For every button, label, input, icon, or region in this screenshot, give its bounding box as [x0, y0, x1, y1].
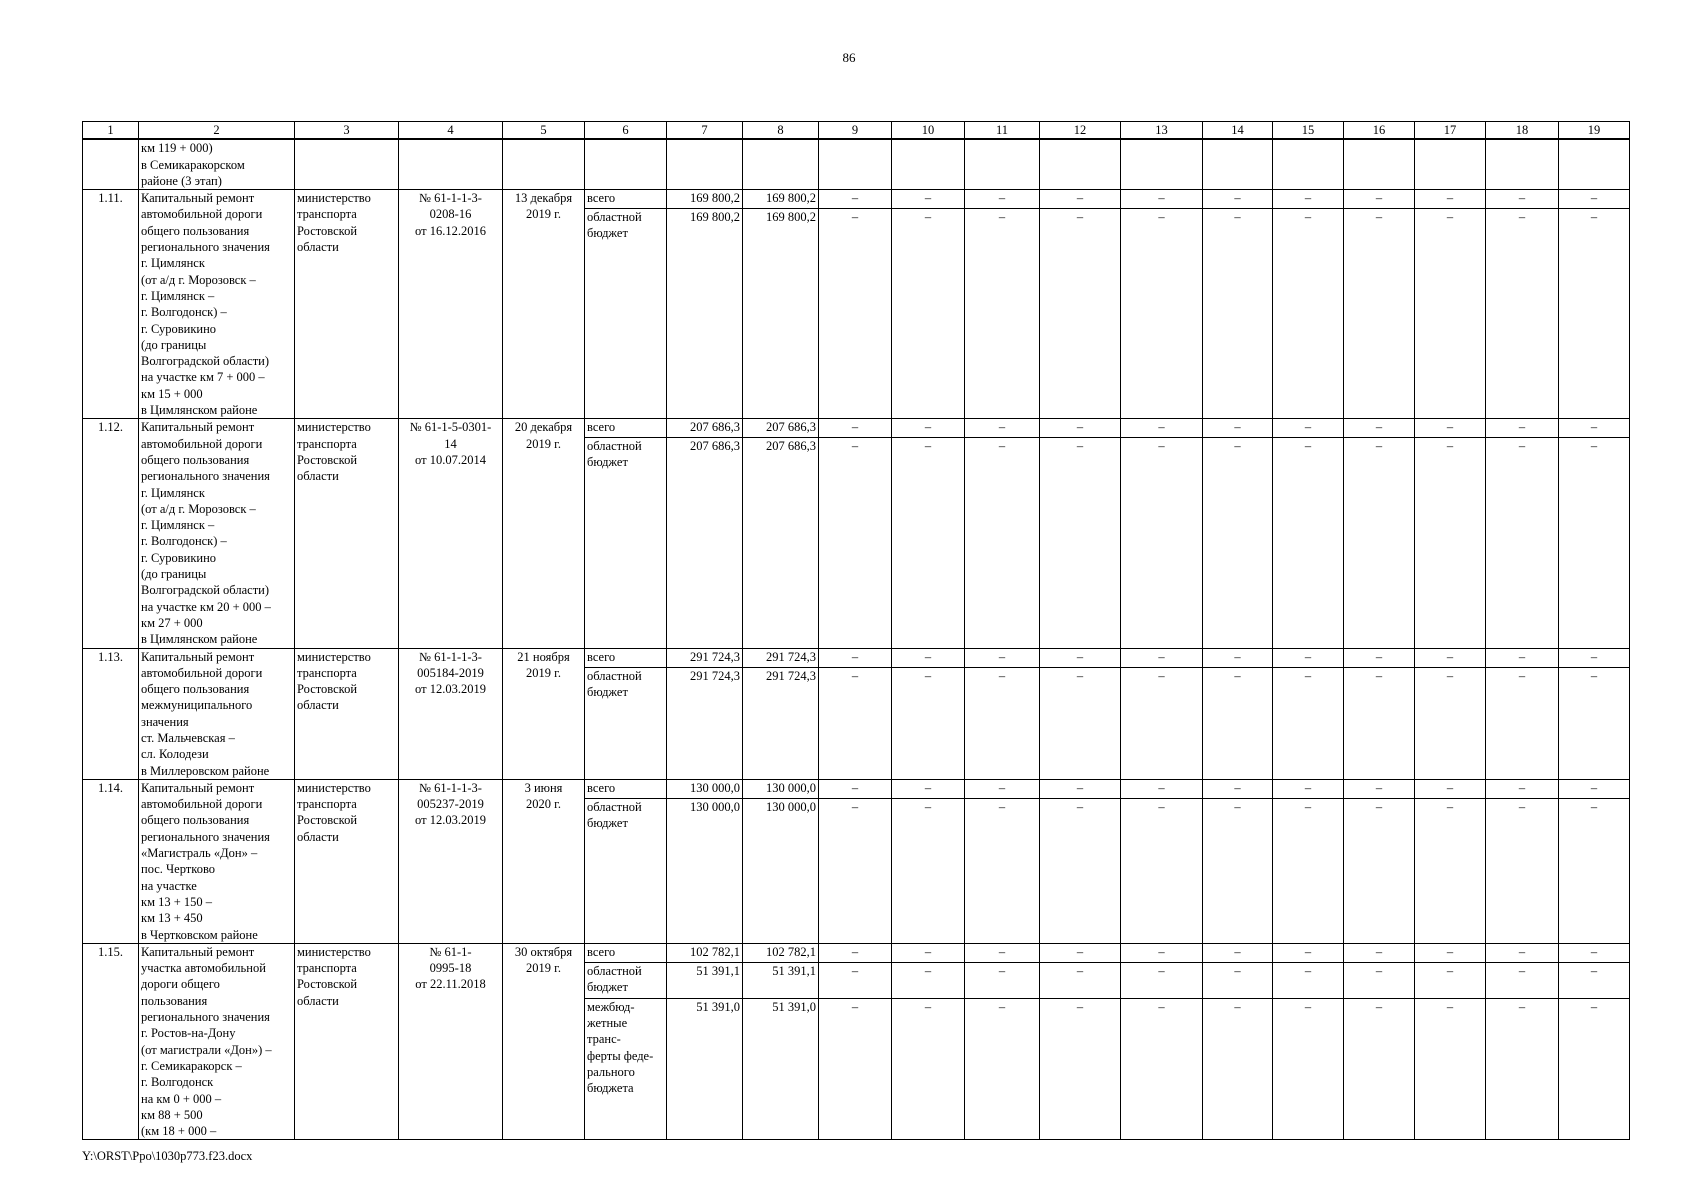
amount-year-cell: 169 800,2 — [743, 190, 819, 209]
file-path: Y:\ORST\Ppo\1030p773.f23.docx — [82, 1149, 253, 1163]
column-number: 8 — [743, 122, 819, 140]
table-row — [83, 190, 1630, 209]
dash-cell: – — [1040, 419, 1121, 438]
dash-cell: – — [1486, 779, 1559, 798]
dash-cell: – — [1273, 798, 1344, 943]
dash-cell: – — [1344, 798, 1415, 943]
column-number: 3 — [295, 122, 399, 140]
empty-cell — [1040, 139, 1121, 189]
funding-source-cell: областной бюджет — [585, 668, 667, 780]
dash-cell: – — [1486, 208, 1559, 419]
dash-cell: – — [1040, 190, 1121, 209]
dash-cell: – — [892, 208, 965, 419]
table-row — [83, 779, 1630, 798]
amount-total-cell: 169 800,2 — [667, 208, 743, 419]
dash-cell: – — [1344, 419, 1415, 438]
column-number: 2 — [139, 122, 295, 140]
amount-total-cell: 130 000,0 — [667, 798, 743, 943]
dash-cell: – — [1040, 962, 1121, 998]
dash-cell: – — [965, 798, 1040, 943]
dash-cell: – — [1486, 190, 1559, 209]
document-cell: № 61-1-1-3- 0208-16 от 16.12.2016 — [399, 190, 503, 419]
dash-cell: – — [1415, 668, 1486, 780]
dash-cell: – — [1415, 648, 1486, 668]
dash-cell: – — [1203, 648, 1273, 668]
dash-cell: – — [965, 190, 1040, 209]
object-name-cell: Капитальный ремонт автомобильной дороги общего пользования регионального значения г. Цимлянск (от а/д г. Морозовск – г. Цимлянск – г. Волгодонск) – г. Суровикино (до границы Волгоградской области) на участке км 20 + 000 – км 27 + 000 в Цимлянском районе — [139, 419, 295, 648]
dash-cell: – — [1486, 648, 1559, 668]
funding-source-cell: областной бюджет — [585, 438, 667, 649]
dash-cell: – — [1486, 668, 1559, 780]
dash-cell: – — [1344, 438, 1415, 649]
amount-year-cell: 291 724,3 — [743, 648, 819, 668]
dash-cell: – — [1559, 779, 1630, 798]
column-number: 9 — [819, 122, 892, 140]
page-number: 86 — [842, 50, 856, 65]
empty-cell — [295, 139, 399, 189]
amount-total-cell: 102 782,1 — [667, 943, 743, 962]
document-cell: № 61-1- 0995-18 от 22.11.2018 — [399, 943, 503, 1140]
item-number-cell: 1.12. — [83, 419, 139, 648]
dash-cell: – — [1121, 190, 1203, 209]
dash-cell: – — [819, 208, 892, 419]
dash-cell: – — [892, 943, 965, 962]
amount-year-cell: 291 724,3 — [743, 668, 819, 780]
object-name-cell: Капитальный ремонт автомобильной дороги общего пользования регионального значения «Магистраль «Дон» – пос. Чертково на участке км 13 + 150 – км 13 + 450 в Чертковском районе — [139, 779, 295, 943]
item-number-cell: 1.13. — [83, 648, 139, 779]
dash-cell: – — [892, 998, 965, 1140]
object-name-cell: км 119 + 000) в Семикаракорском районе (3 этап) — [139, 139, 295, 189]
dash-cell: – — [1121, 438, 1203, 649]
document-cell: № 61-1-1-3- 005184-2019 от 12.03.2019 — [399, 648, 503, 779]
dash-cell: – — [965, 419, 1040, 438]
column-number: 18 — [1486, 122, 1559, 140]
column-number: 4 — [399, 122, 503, 140]
dash-cell: – — [1273, 419, 1344, 438]
empty-cell — [965, 139, 1040, 189]
column-number: 12 — [1040, 122, 1121, 140]
dash-cell: – — [1344, 190, 1415, 209]
dash-cell: – — [1203, 798, 1273, 943]
completion-date-cell: 20 декабря 2019 г. — [503, 419, 585, 648]
completion-date-cell: 13 декабря 2019 г. — [503, 190, 585, 419]
dash-cell: – — [1415, 779, 1486, 798]
column-number: 16 — [1344, 122, 1415, 140]
amount-total-cell: 51 391,0 — [667, 998, 743, 1140]
amount-year-cell: 51 391,1 — [743, 962, 819, 998]
empty-cell — [503, 139, 585, 189]
dash-cell: – — [1121, 943, 1203, 962]
dash-cell: – — [819, 943, 892, 962]
object-name-cell: Капитальный ремонт участка автомобильной дороги общего пользования регионального значения г. Ростов-на-Дону (от магистрали «Дон») – г. Семикаракорск – г. Волгодонск на км 0 + 000 – км 88 + 500 (км 18 + 000 – — [139, 943, 295, 1140]
dash-cell: – — [1273, 998, 1344, 1140]
funding-source-cell: областной бюджет — [585, 208, 667, 419]
column-number: 14 — [1203, 122, 1273, 140]
empty-cell — [892, 139, 965, 189]
dash-cell: – — [1344, 998, 1415, 1140]
dash-cell: – — [1121, 962, 1203, 998]
dash-cell: – — [965, 962, 1040, 998]
dash-cell: – — [1559, 648, 1630, 668]
dash-cell: – — [1121, 668, 1203, 780]
organization-cell: министерство транспорта Ростовской области — [295, 779, 399, 943]
dash-cell: – — [819, 648, 892, 668]
dash-cell: – — [892, 779, 965, 798]
dash-cell: – — [1559, 208, 1630, 419]
amount-year-cell: 102 782,1 — [743, 943, 819, 962]
dash-cell: – — [819, 668, 892, 780]
dash-cell: – — [1559, 668, 1630, 780]
continuation-row — [83, 139, 1630, 189]
dash-cell: – — [1273, 208, 1344, 419]
dash-cell: – — [1203, 962, 1273, 998]
dash-cell: – — [1273, 668, 1344, 780]
dash-cell: – — [1415, 190, 1486, 209]
amount-year-cell: 51 391,0 — [743, 998, 819, 1140]
dash-cell: – — [1486, 943, 1559, 962]
dash-cell: – — [1415, 438, 1486, 649]
dash-cell: – — [819, 419, 892, 438]
dash-cell: – — [1415, 943, 1486, 962]
dash-cell: – — [819, 779, 892, 798]
empty-cell — [1203, 139, 1273, 189]
dash-cell: – — [1486, 962, 1559, 998]
column-number: 19 — [1559, 122, 1630, 140]
empty-cell — [585, 139, 667, 189]
dash-cell: – — [892, 190, 965, 209]
column-number: 15 — [1273, 122, 1344, 140]
dash-cell: – — [1486, 998, 1559, 1140]
dash-cell: – — [1559, 962, 1630, 998]
funding-source-cell: всего — [585, 419, 667, 438]
amount-total-cell: 207 686,3 — [667, 438, 743, 649]
item-number-cell: 1.14. — [83, 779, 139, 943]
amount-year-cell: 130 000,0 — [743, 779, 819, 798]
dash-cell: – — [1559, 943, 1630, 962]
amount-total-cell: 51 391,1 — [667, 962, 743, 998]
column-number: 6 — [585, 122, 667, 140]
dash-cell: – — [965, 208, 1040, 419]
amount-total-cell: 169 800,2 — [667, 190, 743, 209]
dash-cell: – — [1203, 438, 1273, 649]
table-row — [83, 943, 1630, 962]
dash-cell: – — [1559, 998, 1630, 1140]
completion-date-cell: 3 июня 2020 г. — [503, 779, 585, 943]
item-number-cell — [83, 139, 139, 189]
dash-cell: – — [1121, 998, 1203, 1140]
program-table — [82, 121, 1630, 1140]
table-row — [83, 419, 1630, 438]
empty-cell — [743, 139, 819, 189]
empty-cell — [819, 139, 892, 189]
empty-cell — [1559, 139, 1630, 189]
dash-cell: – — [1273, 438, 1344, 649]
dash-cell: – — [965, 438, 1040, 649]
amount-year-cell: 130 000,0 — [743, 798, 819, 943]
dash-cell: – — [1040, 648, 1121, 668]
column-number: 17 — [1415, 122, 1486, 140]
dash-cell: – — [1344, 208, 1415, 419]
document-cell: № 61-1-5-0301- 14 от 10.07.2014 — [399, 419, 503, 648]
completion-date-cell: 21 ноября 2019 г. — [503, 648, 585, 779]
completion-date-cell: 30 октября 2019 г. — [503, 943, 585, 1140]
dash-cell: – — [892, 798, 965, 943]
column-number: 13 — [1121, 122, 1203, 140]
dash-cell: – — [1121, 648, 1203, 668]
dash-cell: – — [1203, 998, 1273, 1140]
dash-cell: – — [965, 648, 1040, 668]
dash-cell: – — [1486, 419, 1559, 438]
amount-total-cell: 291 724,3 — [667, 668, 743, 780]
dash-cell: – — [1203, 779, 1273, 798]
amount-year-cell: 207 686,3 — [743, 419, 819, 438]
funding-source-cell: межбюд- жетные транс- ферты феде- рального бюджета — [585, 998, 667, 1140]
dash-cell: – — [819, 438, 892, 649]
dash-cell: – — [1415, 208, 1486, 419]
dash-cell: – — [1415, 962, 1486, 998]
amount-year-cell: 207 686,3 — [743, 438, 819, 649]
object-name-cell: Капитальный ремонт автомобильной дороги общего пользования регионального значения г. Цимлянск (от а/д г. Морозовск – г. Цимлянск – г. Волгодонск) – г. Суровикино (до границы Волгоградской области) на участке км 7 + 000 – км 15 + 000 в Цимлянском районе — [139, 190, 295, 419]
dash-cell: – — [1559, 438, 1630, 649]
funding-source-cell: всего — [585, 779, 667, 798]
object-name-cell: Капитальный ремонт автомобильной дороги общего пользования межмуниципального значения ст. Мальчевская – сл. Колодези в Миллеровском районе — [139, 648, 295, 779]
dash-cell: – — [1415, 419, 1486, 438]
dash-cell: – — [1040, 208, 1121, 419]
dash-cell: – — [1273, 779, 1344, 798]
dash-cell: – — [1040, 943, 1121, 962]
funding-source-cell: всего — [585, 943, 667, 962]
column-number-row — [83, 122, 1630, 140]
empty-cell — [1273, 139, 1344, 189]
dash-cell: – — [1486, 798, 1559, 943]
dash-cell: – — [1273, 648, 1344, 668]
column-number: 10 — [892, 122, 965, 140]
dash-cell: – — [892, 438, 965, 649]
dash-cell: – — [965, 779, 1040, 798]
dash-cell: – — [892, 648, 965, 668]
organization-cell: министерство транспорта Ростовской области — [295, 648, 399, 779]
dash-cell: – — [1344, 943, 1415, 962]
dash-cell: – — [1203, 419, 1273, 438]
funding-source-cell: областной бюджет — [585, 962, 667, 998]
dash-cell: – — [1486, 438, 1559, 649]
empty-cell — [1415, 139, 1486, 189]
dash-cell: – — [819, 962, 892, 998]
dash-cell: – — [1273, 190, 1344, 209]
empty-cell — [399, 139, 503, 189]
dash-cell: – — [965, 998, 1040, 1140]
dash-cell: – — [819, 190, 892, 209]
amount-year-cell: 169 800,2 — [743, 208, 819, 419]
dash-cell: – — [1559, 798, 1630, 943]
dash-cell: – — [1040, 998, 1121, 1140]
dash-cell: – — [1203, 208, 1273, 419]
funding-source-cell: всего — [585, 648, 667, 668]
dash-cell: – — [1344, 648, 1415, 668]
dash-cell: – — [1040, 798, 1121, 943]
dash-cell: – — [1203, 668, 1273, 780]
funding-source-cell: всего — [585, 190, 667, 209]
dash-cell: – — [965, 668, 1040, 780]
dash-cell: – — [1040, 438, 1121, 649]
dash-cell: – — [1203, 943, 1273, 962]
dash-cell: – — [892, 419, 965, 438]
empty-cell — [1344, 139, 1415, 189]
dash-cell: – — [1040, 668, 1121, 780]
column-number: 1 — [83, 122, 139, 140]
dash-cell: – — [1121, 779, 1203, 798]
dash-cell: – — [1203, 190, 1273, 209]
dash-cell: – — [1559, 190, 1630, 209]
item-number-cell: 1.15. — [83, 943, 139, 1140]
dash-cell: – — [1415, 798, 1486, 943]
organization-cell: министерство транспорта Ростовской области — [295, 419, 399, 648]
document-cell: № 61-1-1-3- 005237-2019 от 12.03.2019 — [399, 779, 503, 943]
dash-cell: – — [1121, 419, 1203, 438]
dash-cell: – — [819, 798, 892, 943]
dash-cell: – — [1040, 779, 1121, 798]
dash-cell: – — [892, 962, 965, 998]
dash-cell: – — [1344, 668, 1415, 780]
dash-cell: – — [1121, 208, 1203, 419]
dash-cell: – — [1273, 943, 1344, 962]
item-number-cell: 1.11. — [83, 190, 139, 419]
dash-cell: – — [892, 668, 965, 780]
dash-cell: – — [1559, 419, 1630, 438]
empty-cell — [1121, 139, 1203, 189]
dash-cell: – — [1344, 962, 1415, 998]
dash-cell: – — [819, 998, 892, 1140]
funding-source-cell: областной бюджет — [585, 798, 667, 943]
amount-total-cell: 207 686,3 — [667, 419, 743, 438]
table-row — [83, 648, 1630, 668]
dash-cell: – — [1344, 779, 1415, 798]
organization-cell: министерство транспорта Ростовской области — [295, 943, 399, 1140]
dash-cell: – — [965, 943, 1040, 962]
column-number: 11 — [965, 122, 1040, 140]
column-number: 7 — [667, 122, 743, 140]
empty-cell — [667, 139, 743, 189]
dash-cell: – — [1415, 998, 1486, 1140]
empty-cell — [1486, 139, 1559, 189]
organization-cell: министерство транспорта Ростовской области — [295, 190, 399, 419]
dash-cell: – — [1121, 798, 1203, 943]
amount-total-cell: 291 724,3 — [667, 648, 743, 668]
amount-total-cell: 130 000,0 — [667, 779, 743, 798]
dash-cell: – — [1273, 962, 1344, 998]
column-number: 5 — [503, 122, 585, 140]
